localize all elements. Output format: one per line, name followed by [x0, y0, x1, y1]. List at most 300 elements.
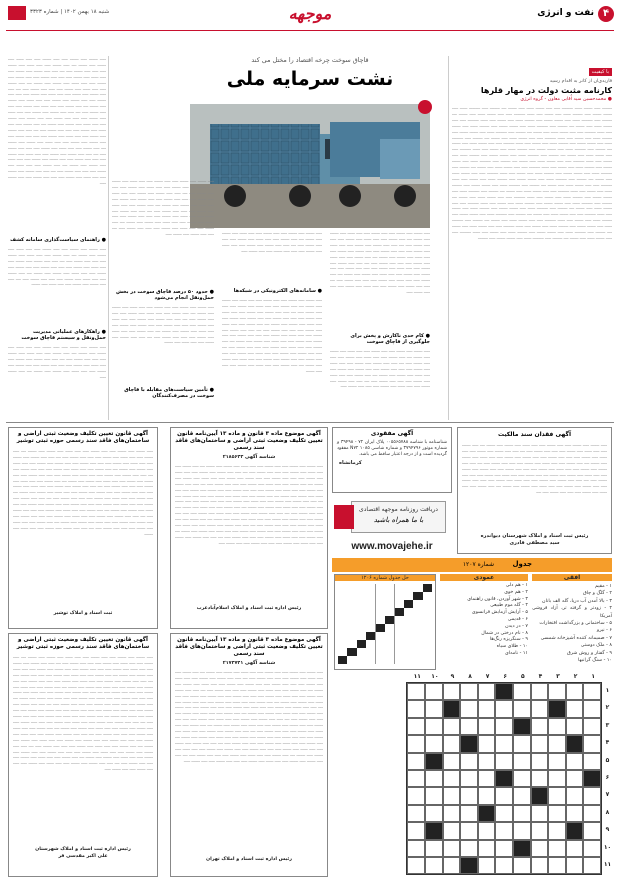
ad-lost-title: آگهی مفقودی	[370, 430, 414, 437]
ad-law-1-body: ـــــ ـــــــ ـــــ ـــــــ ـــــ ـــــ ـــــــ ـــــ ـــــ ــــــ ـــــ ـــــــ ـــــ ـــــــ ــــ ـــــ ـــــــ ـــــ ـــــ ــــــ ـــــ ـــــــ ـــــ ـــــ ـــــ ـــــــ ـــــ ــــ ـــــ ـــــ ـــــــ ـــــ ـــــــ ـــــ ـــــ ــــــ ـــــ ـــــــ ـــــ ـــــ ـــــ ـــــــ ـــــ ـــــ ـــــــ ـــــ ـــــــ ـــــ ـــــ ــــــ ـــــ ـــــــ ـــــ ـــــــ ــــ ـــــ ـــــــ ـــــ ـــــ ــــــ ـــــ ـــــــ ـــــ ـــــ ـــــ ـــــــ ـــــ ــــ ـــــ ـــــ ـــــــ ـــــ ـــــــ ـــــ ـــــ ــــــ ـــــ ـــــــ ـــــ ـــــ ـــــ ـــــــ ـــــ ـــــ ـــــــ ـــــ ـــــــ ـــــ ـــــ ــــــ ـــــ ـــــــ ـــــ ـــــــ ــــ ـــــ ـــــــ ـــــ ـــــ ــــــ ـــــ ـــــــ ـــــ ـــــ ـــــ ـــــــ ـــــ ــــ ـــــ ـــــ ـــــــ ـــــ ـــــــ ـــــ ـــــ ــــــ ـــــ ـــــــ ـــــ ـــــ ـــــ ـــــــ ـــــ ـــــ ـــــــ ـــــ ـــــــ ـــــ ـــــ ــــــ ـــــ ـــــــ ـــــ ـــــــ ــــ ـــــ ـــــــ ـــــ ـــــ ــــــ ـــــ ـــــــ ـــــ ـــــ ـــــ ـــــــ ـــــ ــــ ـــــ ـــــ ـــــــ ـــــ ـــــــ ـــــ ـــــ ــــــ ـــــ ـــــــ ـــــ ـــــ ـــــ ـــــــ ـــــ ـــــ ـــــــ ـــــ ـــــــ ـــــ ـــــ ــــــ ـــــ ـــــــ ـــــ ـــــــ ــــ ـــــ ـــــــ ـــــ ـــــ ــــــ ـــــ ـــــــ ـــــ ـــــ ـــــ ـــــــ ـــــ ــــ ـــــ ـــــ ـــــــ ـــــ ـــــــ ـــــ ـــــ ــــــ ـــــ ـــــــ ـــــ ـــــ ـــــ ـــــــ ـــــ ـــــ ـــــــ ـــــ ـــــــ ـــــ ـــــ ــــــ ـــــ ـــــــ ـــــ ـــــــ ــــ ـــــ ـــــــ ـــــ ـــــ ــــــ ـــــ ـــــــ ـــــ ـــــ ـــــ ـــــــ ـــــ ــــ ـــــ ـــــ ـــــــ ـــــ ـــــــ ـــــ ـــــ ــــــ ـــــ ـــــــ ـــــ ـــــ ـــــ ـــــــ ـــــ ـــــ ـــــــ ـــــ	[175, 463, 323, 545]
ad-tender-body: ـــــ ـــــــ ـــــ ـــــــ ـــــ ـــــ ـــــــ ـــــ ـــــ ــــــ ـــــ ـــــــ ـــــ ـــــــ ــــ ـــــ ـــــــ ـــــ ـــــ ــــــ ـــــ ـــــــ ـــــ ـــــ ـــــ ـــــــ ـــــ ــــ ـــــ ـــــ ـــــــ ـــــ ـــــــ ـــــ ـــــ ــــــ ـــــ ـــــــ ـــــ ـــــ ـــــ ـــــــ ـــــ ـــــ ـــــــ ـــــ ـــــــ ـــــ ـــــ ــــــ ـــــ ـــــــ ـــــ ـــــــ ــــ ـــــ ـــــــ ـــــ ـــــ ــــــ ـــــ ـــــــ ـــــ ـــــ ـــــ ـــــــ ـــــ ــــ ـــــ ـــــ ـــــــ ـــــ ـــــــ ـــــ ـــــ ــــــ ـــــ ـــــــ ـــــ ـــــ ـــــ ـــــــ ـــــ ـــــ ـــــــ ـــــ ـــــــ ـــــ ـــــ ــــــ ـــــ ـــــــ ـــــ ـــــــ ــــ ـــــ ـــــــ ـــــ ـــــ ــــــ ـــــ ـــــــ ـــــ ـــــ ـــــ ـــــــ ـــــ ــــ ـــــ ـــــ ـــــــ ـــــ ـــــــ ـــــ ـــــ ــــــ ـــــ ـــــــ ـــــ ـــــ ـــــ ـــــــ ـــــ ـــــ ـــــــ ـــــ ـــــــ ـــــ ـــــ ــــــ ـــــ ـــــــ ـــــ ـــــــ ــــ ـــــ ـــــــ ـــــ ـــــ ــــــ ـــــ ـــــــ ـــــ ـــــ ـــــ ـــــــ ـــــ ــــ	[462, 442, 607, 495]
kicker-badge: با کیفیت	[589, 68, 612, 76]
crossword-cell[interactable]	[407, 683, 425, 700]
crossword-col-number: ۸	[468, 673, 472, 680]
horizontal-clue: ۲ - گلگ و چاق	[582, 591, 612, 597]
prev-solution-cell	[423, 600, 432, 608]
prev-solution-cell	[357, 640, 366, 648]
crossword-blocked-cell	[513, 840, 531, 857]
crossword-blocked-cell	[583, 770, 601, 787]
crossword-blocked-cell	[478, 805, 496, 822]
masthead-logo: موجهه	[288, 4, 332, 23]
crossword-cell[interactable]	[513, 683, 531, 700]
promo-url[interactable]: www.movajehe.ir	[351, 541, 433, 552]
crossword-blocked-cell	[495, 683, 513, 700]
vertical-clue: ۵ - آرایش آزمایش فرانسوی	[471, 610, 528, 616]
crossword-cell[interactable]	[531, 700, 549, 717]
crossword-cell[interactable]	[566, 840, 584, 857]
prev-solution-cell	[413, 656, 422, 664]
prev-solution-cell	[423, 624, 432, 632]
crossword-col-number: ۲	[573, 673, 578, 680]
section-title: نفت و انرژی	[537, 8, 594, 18]
crossword-col-number: ۹	[450, 673, 455, 680]
crossword-cell[interactable]	[566, 718, 584, 735]
crossword-cell[interactable]	[495, 753, 513, 770]
vertical-clue: ۳ - شهر آوردن، قانون راهنمای	[467, 596, 528, 602]
crossword-cell[interactable]	[566, 787, 584, 804]
crossword-row-number: ۴	[605, 739, 610, 747]
crossword-cell[interactable]	[460, 770, 478, 787]
crossword-cell[interactable]	[566, 770, 584, 787]
prev-solution-cell	[404, 648, 413, 656]
prev-solution-cell	[338, 592, 347, 600]
prev-solution-cell	[366, 616, 375, 624]
prev-solution-cell	[413, 592, 422, 600]
prev-solution-cell	[357, 592, 366, 600]
prev-solution-cell	[385, 600, 394, 608]
prev-solution-cell	[423, 632, 432, 640]
news-right-column	[452, 58, 612, 418]
crossword-cell[interactable]	[495, 857, 513, 874]
lead-subhead-2: ● سامانه‌های الکترونیکی در شبکه‌ها	[233, 288, 322, 294]
crossword-cell[interactable]	[566, 700, 584, 717]
lead-col-3-text: ـــــ ـــــــ ـــــ ـــــــ ـــــ ـــــ ـــــــ ـــــ ـــــ ــــــ ـــــ ـــــــ ـــــ ـــــــ ــــ ـــــ ـــــــ ـــــ ـــــ ــــــ ـــــ ـــــــ ـــــ ـــــ ـــــ ـــــــ ـــــ ــــ ـــــ ـــــ ـــــــ ـــــ ـــــــ ـــــ ـــــ ــــــ ـــــ ـــــــ ـــــ ـــــ ـــــ ـــــــ ـــــ ـــــ ـــــــ ـــــ ـــــــ ـــــ ـــــ ــــــ ـــــ ـــــــ ـــــ ـــــــ ــــ ـــــ ـــــــ ـــــ ـــــ ــــــ ـــــ ـــــــ ـــــ ـــــ ـــــ ـــــــ ـــــ ــــ ـــــ ـــــ ـــــــ ـــــ ـــــــ ـــــ ـــــ ــــــ ـــــ ـــــــ ـــــ ـــــ ـــــ ـــــــ ـــــ ـــــ ـــــــ ـــــ ـــــــ ـــــ ـــــ ــــــ ـــــ ـــــــ ـــــ ـــــــ ــــ ـــــ ـــــــ ـــــ ـــــ ــــــ ـــــ ـــــــ ـــــ ـــــ ـــــ ـــــــ ـــــ ــــ ـــــ ـــــ ـــــــ ـــــ ـــــــ ـــــ	[112, 178, 214, 237]
crossword-cell[interactable]	[531, 735, 549, 752]
crossword-cell[interactable]	[548, 805, 566, 822]
prev-solution-cell	[347, 584, 356, 592]
crossword-cell[interactable]	[583, 805, 601, 822]
prev-solution-cell	[376, 648, 385, 656]
crossword-cell[interactable]	[583, 787, 601, 804]
crossword-cell[interactable]	[478, 683, 496, 700]
prev-solution-cell	[413, 616, 422, 624]
crossword-cell[interactable]	[513, 700, 531, 717]
prev-solution-cell	[347, 648, 356, 656]
crossword-cell[interactable]	[407, 770, 425, 787]
crossword-cell[interactable]	[407, 753, 425, 770]
ad-promo	[332, 497, 452, 554]
ad-law-1	[170, 427, 328, 629]
crossword-cell[interactable]	[548, 857, 566, 874]
prev-solution-cell	[395, 624, 404, 632]
prev-solution-cell	[423, 640, 432, 648]
prev-solution-cell	[404, 584, 413, 592]
lead-subhead-5: ● تأمین سیاست‌های مقابله با قاچاق سوخت در مصرف‌کنندگان	[124, 387, 214, 399]
promo-line2: با ما همراه باشید	[373, 516, 424, 524]
ad-law-2	[8, 427, 158, 629]
lead-title: نشت سرمایه ملی	[226, 68, 394, 90]
crossword-row-number: ۱۰	[603, 843, 612, 851]
crossword-cell[interactable]	[583, 718, 601, 735]
vertical-clue: ۴ - گله موم طبیعی	[490, 603, 528, 609]
crossword-cell[interactable]	[407, 822, 425, 839]
prev-solution-cell	[395, 600, 404, 608]
prev-solution-cell	[385, 648, 394, 656]
crossword-cell[interactable]	[443, 857, 461, 874]
prev-solution-cell	[423, 592, 432, 600]
column-rule-left	[108, 56, 109, 420]
ad-law-4-body: ـــــ ـــــــ ـــــ ـــــــ ـــــ ـــــ ـــــــ ـــــ ـــــ ــــــ ـــــ ـــــــ ـــــ ـــــــ ــــ ـــــ ـــــــ ـــــ ـــــ ــــــ ـــــ ـــــــ ـــــ ـــــ ـــــ ـــــــ ـــــ ــــ ـــــ ـــــ ـــــــ ـــــ ـــــــ ـــــ ـــــ ــــــ ـــــ ـــــــ ـــــ ـــــ ـــــ ـــــــ ـــــ ـــــ ـــــــ ـــــ ـــــــ ـــــ ـــــ ــــــ ـــــ ـــــــ ـــــ ـــــــ ــــ ـــــ ـــــــ ـــــ ـــــ ــــــ ـــــ ـــــــ ـــــ ـــــ ـــــ ـــــــ ـــــ ــــ ـــــ ـــــ ـــــــ ـــــ ـــــــ ـــــ ـــــ ــــــ ـــــ ـــــــ ـــــ ـــــ ـــــ ـــــــ ـــــ ـــــ ـــــــ ـــــ ـــــــ ـــــ ـــــ ــــــ ـــــ ـــــــ ـــــ ـــــــ ــــ ـــــ ـــــــ ـــــ ـــــ ــــــ ـــــ ـــــــ ـــــ ـــــ ـــــ ـــــــ ـــــ ــــ ـــــ ـــــ ـــــــ ـــــ ـــــــ ـــــ ـــــ ــــــ ـــــ ـــــــ ـــــ ـــــ ـــــ ـــــــ ـــــ ـــــ ـــــــ ـــــ ـــــــ ـــــ ـــــ ــــــ ـــــ ـــــــ ـــــ ـــــــ ــــ ـــــ ـــــــ ـــــ ـــــ ــــــ ـــــ ـــــــ ـــــ ـــــ ـــــ ـــــــ ـــــ ــــ ـــــ ـــــ ـــــــ ـــــ ـــــــ ـــــ ـــــ ــــــ ـــــ ـــــــ ـــــ ـــــ ـــــ ـــــــ ـــــ ـــــ ـــــــ ـــــ ـــــــ ـــــ ـــــ ــــــ ـــــ ـــــــ ـــــ ـــــــ ــــ ـــــ ـــــــ ـــــ ـــــ ــــــ ـــــ ـــــــ ـــــ ـــــ ـــــ ـــــــ ـــــ ــــ ـــــ ـــــ ـــــــ ـــــ ـــــــ ـــــ ـــــ ــــــ ـــــ ـــــــ ـــــ ـــــ ـــــ ـــــــ ـــــ ـــــ ـــــــ ـــــ ـــــــ ـــــ ـــــ ــــــ ـــــ ـــــــ ـــــ ـــــــ ــــ ـــــ ـــــــ ـــــ ـــــ ــــــ ـــــ ـــــــ ـــــ ـــــ ـــــ ـــــــ ـــــ ــــ ـــــ ـــــ ـــــــ ـــــ ـــــــ ـــــ ـــــ ــــــ ـــــ ـــــــ ـــــ ـــــ ـــــ ـــــــ ـــــ ـــــ ـــــــ ـــــ ـــــــ ـــــ ـــــ ــــــ ـــــ ـــــــ ـــــ ـــــــ ــــ ـــــ ـــــــ ـــــ ـــــ ــــــ ـــــ ـــــــ ـــــ ـــــ ـــــ ـــــــ ـــــ ــــ ـــــ ـــــ ـــــــ ـــــ ـــــــ ـــــ ـــــ ــــــ ـــــ ـــــــ ـــــ ـــــ ـــــ ـــــــ ـــــ ـــــ ـــــــ ـــــ ـــــــ ـــــ ـــــ ــــــ ـــــ ـــــــ ـــــ ـــــــ ــــ ـــــ ـــــــ ـــــ ـــــ ــــــ ـــــ ـــــــ ـــــ ـــــ ـــــ ـــــــ ـــــ ــــ ـــــ ـــــ ـــــــ ـــــ ـــــــ ـــــ ـــــ ــــــ ـــــ ـــــــ ـــــ ـــــ ـــــ ـــــــ ـــــ ـــــ ـــــــ ـــــ	[13, 654, 153, 772]
lead-kicker: قاچاق سوخت چرخه اقتصاد را مختل می کند	[251, 56, 369, 64]
crossword-cell[interactable]	[460, 822, 478, 839]
crossword-blocked-cell	[425, 822, 443, 839]
lead-col-1-text-b: ـــــ ـــــــ ـــــ ـــــــ ـــــ ـــــ ـــــــ ـــــ ـــــ ــــــ ـــــ ـــــــ ـــــ ـــــــ ــــ ـــــ ـــــــ ـــــ ـــــ ــــــ ـــــ ـــــــ ـــــ ـــــ ـــــ ـــــــ ـــــ ــــ ـــــ ـــــ ـــــــ ـــــ ـــــــ ـــــ ـــــ ــــــ ـــــ ـــــــ ـــــ ـــــ ـــــ ـــــــ ـــــ ـــــ ـــــــ ـــــ ـــــــ ـــــ ـــــ ــــــ ـــــ ـــــــ ـــــ ـــــــ ــــ ـــــ ـــــــ ـــــ ـــــ ــــــ ـــــ ـــــــ ـــــ ـــــ ـــــ ـــــــ ـــــ ــــ ـــــ ـــــ ـــــــ ـــــ ـــــــ ـــــ ـــــ ــــــ ـــــ ـــــــ ـــــ ـــــ ـــــ ـــــــ ـــــ	[330, 348, 430, 389]
crossword-cell[interactable]	[566, 753, 584, 770]
ad-law-2-title: آگهی قانون تعیین تکلیف وضعیت ثبتی اراضی و ساختمان‌های فاقد سند رسمی حوزه ثبتی توشیر	[16, 431, 150, 444]
crossword-cell[interactable]	[513, 770, 531, 787]
prev-solution-cell	[376, 600, 385, 608]
prev-solution-cell	[357, 632, 366, 640]
crossword-cell[interactable]	[478, 753, 496, 770]
crossword-cell[interactable]	[513, 857, 531, 874]
left-column	[8, 56, 106, 420]
crossword-row-number: ۹	[605, 826, 610, 834]
prev-solution-cell	[366, 600, 375, 608]
crossword-cell[interactable]	[407, 787, 425, 804]
crossword-cell[interactable]	[531, 857, 549, 874]
crossword-cell[interactable]	[583, 683, 601, 700]
ad-law-2-sig: ثبت اسناد و املاک توشیر	[53, 611, 113, 616]
promo-icon	[334, 505, 354, 529]
crossword-cell[interactable]	[425, 857, 443, 874]
crossword-cell[interactable]	[513, 735, 531, 752]
prev-solution-cell	[357, 584, 366, 592]
crossword-cell[interactable]	[566, 857, 584, 874]
masthead-icon	[8, 6, 26, 20]
crossword-cell[interactable]	[583, 735, 601, 752]
crossword-blocked-cell	[513, 718, 531, 735]
crossword-cell[interactable]	[425, 683, 443, 700]
crossword-cell[interactable]	[548, 840, 566, 857]
crossword-cell[interactable]	[531, 770, 549, 787]
crossword-row-number: ۸	[605, 808, 610, 816]
prev-solution-cell	[395, 648, 404, 656]
crossword-cell[interactable]	[478, 787, 496, 804]
prev-solution-cell	[413, 632, 422, 640]
prev-solution-cell	[338, 584, 347, 592]
prev-solution-cell	[338, 648, 347, 656]
crossword-cell[interactable]	[460, 805, 478, 822]
prev-solution-cell	[366, 640, 375, 648]
crossword-cell[interactable]	[443, 753, 461, 770]
lead-col-2	[222, 230, 322, 420]
ad-tender	[457, 427, 612, 554]
vertical-clue: ۸ - نام درختی در شمال	[481, 630, 528, 636]
crossword-cell[interactable]	[443, 822, 461, 839]
vertical-title: عمودی	[440, 574, 528, 581]
ad-tender-title: آگهی فقدان سند مالکیت	[497, 431, 572, 438]
crossword-cell[interactable]	[531, 805, 549, 822]
crossword-cell[interactable]	[583, 840, 601, 857]
crossword-cell[interactable]	[566, 805, 584, 822]
left-col-text-c: ـــــ ـــــــ ـــــ ـــــــ ـــــ ـــــ ـــــــ ـــــ ـــــ ــــــ ـــــ ـــــــ ـــــ ـــــــ ــــ ـــــ ـــــــ ـــــ ـــــ ــــــ ـــــ ـــــــ ـــــ ـــــ ـــــ ـــــــ ـــــ ــــ ـــــ ـــــ ـــــــ ـــــ ـــــــ ـــــ ـــــ ــــــ ـــــ ـــــــ ـــــ ـــــ ـــــ ـــــــ ـــــ ـــــ ـــــــ ـــــ ـــــــ ـــــ ـــــ ــــــ ـــــ ـــــــ ـــــ ـــــــ ــــ ـــــ ـــــــ ـــــ	[8, 344, 106, 379]
crossword-cell[interactable]	[407, 718, 425, 735]
prev-solution-cell	[404, 608, 413, 616]
prev-solution-cell	[423, 608, 432, 616]
horizontal-clue: ۳ - بالا آمدن آب دریا، گله الف بانان	[542, 598, 612, 604]
prev-solution-cell	[395, 584, 404, 592]
lead-col-1	[330, 230, 430, 420]
ad-tender-sign: رئیس ثبت اسناد و املاک شهرستان دیواندره سید مصطفی قادری	[480, 533, 589, 546]
prev-solution	[334, 574, 436, 670]
crossword-cell[interactable]	[548, 787, 566, 804]
crossword-cell[interactable]	[460, 787, 478, 804]
crossword-row-number: ۵	[605, 756, 610, 764]
crossword-cell[interactable]	[548, 683, 566, 700]
crossword-row-number: ۱۱	[603, 860, 612, 868]
ad-law-3-sig: رئیس اداره ثبت اسناد و املاک تهران	[206, 857, 292, 862]
vertical-clue: ۱۰ - طلای سیاه	[496, 644, 528, 650]
crossword-cell[interactable]	[531, 840, 549, 857]
news-subtitle: فاریدی‌ان از کانر به اقدام رسید	[549, 79, 612, 84]
crossword-cell[interactable]	[425, 718, 443, 735]
prev-solution-cell	[404, 656, 413, 664]
ad-law-1-sig: رئیس اداره ثبت اسناد و املاک اسلام‌آبادغرب	[196, 606, 302, 611]
crossword-cell[interactable]	[548, 822, 566, 839]
crossword-blocked-cell	[531, 787, 549, 804]
crossword-cell[interactable]	[443, 787, 461, 804]
crossword-cell[interactable]	[478, 735, 496, 752]
prev-solution-grid	[338, 584, 432, 664]
crossword-cell[interactable]	[460, 840, 478, 857]
left-col-text-b: ـــــ ـــــــ ـــــ ـــــــ ـــــ ـــــ ـــــــ ـــــ ـــــ ــــــ ـــــ ـــــــ ـــــ ـــــــ ــــ ـــــ ـــــــ ـــــ ـــــ ــــــ ـــــ ـــــــ ـــــ ـــــ ـــــ ـــــــ ـــــ ــــ ـــــ ـــــ ـــــــ ـــــ ـــــــ ـــــ ـــــ ــــــ ـــــ ـــــــ ـــــ ـــــ ـــــ ـــــــ ـــــ ـــــ ـــــــ ـــــ ـــــــ ـــــ ـــــ ــــــ ـــــ ـــــــ ـــــ ـــــــ ــــ ـــــ ـــــــ ـــــ ـــــ ــــــ ـــــ ـــــــ ـــــ ـــــ ـــــ ـــــــ ـــــ ــــ ـــــ ـــــ ـــــــ ـــــ ـــــــ ـــــ ـــــ ــــــ ـــــ ـــــــ	[8, 246, 106, 287]
prev-solution-cell	[423, 656, 432, 664]
prev-solution-cell	[395, 632, 404, 640]
prev-solution-cell	[357, 616, 366, 624]
crossword-row-number: ۷	[605, 791, 610, 799]
prev-solution-cell	[376, 640, 385, 648]
news-byline: ● محمدحسین سید آقایی معاون - گروه انرژی	[520, 97, 612, 102]
horizontal-clues	[532, 574, 612, 670]
crossword-cell[interactable]	[495, 805, 513, 822]
crossword-cell[interactable]	[548, 718, 566, 735]
crossword-cell[interactable]	[443, 770, 461, 787]
crossword-cell[interactable]	[443, 735, 461, 752]
ad-law-2-body: ـــــ ـــــــ ـــــ ـــــــ ـــــ ـــــ ـــــــ ـــــ ـــــ ــــــ ـــــ ـــــــ ـــــ ـــــــ ــــ ـــــ ـــــــ ـــــ ـــــ ــــــ ـــــ ـــــــ ـــــ ـــــ ـــــ ـــــــ ـــــ ــــ ـــــ ـــــ ـــــــ ـــــ ـــــــ ـــــ ـــــ ــــــ ـــــ ـــــــ ـــــ ـــــ ـــــ ـــــــ ـــــ ـــــ ـــــــ ـــــ ـــــــ ـــــ ـــــ ــــــ ـــــ ـــــــ ـــــ ـــــــ ــــ ـــــ ـــــــ ـــــ ـــــ ــــــ ـــــ ـــــــ ـــــ ـــــ ـــــ ـــــــ ـــــ ــــ ـــــ ـــــ ـــــــ ـــــ ـــــــ ـــــ ـــــ ــــــ ـــــ ـــــــ ـــــ ـــــ ـــــ ـــــــ ـــــ ـــــ ـــــــ ـــــ ـــــــ ـــــ ـــــ ــــــ ـــــ ـــــــ ـــــ ـــــــ ــــ ـــــ ـــــــ ـــــ ـــــ ــــــ ـــــ ـــــــ ـــــ ـــــ ـــــ ـــــــ ـــــ ــــ ـــــ ـــــ ـــــــ ـــــ ـــــــ ـــــ ـــــ ــــــ ـــــ ـــــــ ـــــ ـــــ ـــــ ـــــــ ـــــ ـــــ ـــــــ ـــــ ـــــــ ـــــ ـــــ ــــــ ـــــ ـــــــ ـــــ ـــــــ ــــ ـــــ ـــــــ ـــــ ـــــ ــــــ ـــــ ـــــــ ـــــ ـــــ ـــــ ـــــــ ـــــ ــــ ـــــ ـــــ ـــــــ ـــــ ـــــــ ـــــ ـــــ ــــــ ـــــ ـــــــ ـــــ ـــــ ـــــ ـــــــ ـــــ ـــــ ـــــــ ـــــ ـــــــ ـــــ ـــــ ــــــ ـــــ ـــــــ ـــــ ـــــــ ــــ ـــــ ـــــــ ـــــ ـــــ ــــــ ـــــ ـــــــ ـــــ ـــــ ـــــ ـــــــ ـــــ ــــ ـــــ ـــــ ـــــــ ـــــ ـــــــ ـــــ ـــــ ــــــ ـــــ ـــــــ ـــــ ـــــ ـــــ ـــــــ ـــــ ـــــ ـــــــ ـــــ ـــــــ ـــــ ـــــ ــــــ ـــــ ـــــــ ـــــ ـــــــ ــــ ـــــ ـــــــ ـــــ ـــــ ــــــ ـــــ ـــــــ ـــــ ـــــ ـــــ ـــــــ ـــــ ــــ ـــــ ـــــ ـــــــ ـــــ ـــــــ ـــــ ـــــ ــــــ ـــــ ـــــــ	[13, 448, 153, 536]
crossword-cell[interactable]	[425, 787, 443, 804]
crossword-cell[interactable]	[425, 770, 443, 787]
crossword-grid[interactable]	[406, 682, 602, 875]
prev-solution-cell	[413, 640, 422, 648]
ad-lost-place: کرمانشاه	[339, 460, 362, 467]
ad-lost	[332, 427, 452, 493]
crossword-cell[interactable]	[425, 805, 443, 822]
crossword-row-number: ۶	[605, 773, 610, 781]
crossword-blocked-cell	[495, 770, 513, 787]
prev-solution-cell	[366, 592, 375, 600]
prev-solution-cell	[413, 624, 422, 632]
ad-law-4-title: آگهی قانون تعیین تکلیف وضعیت ثبتی اراضی و ساختمان‌های فاقد سند رسمی حوزه ثبتی توشیر	[16, 637, 150, 650]
vertical-clue: ۷ - در دیدن	[505, 623, 528, 629]
prev-solution-cell	[385, 584, 394, 592]
horizontal-clue: ۱ - مقیم	[595, 584, 612, 589]
crossword-header	[332, 558, 612, 572]
crossword-cell[interactable]	[495, 822, 513, 839]
prev-solution-cell	[357, 656, 366, 664]
prev-solution-cell	[376, 656, 385, 664]
date-issue: شنبه ۱۸ بهمن ۱۴۰۲ | شماره ۳۳۲۳	[30, 9, 110, 15]
prev-solution-cell	[366, 584, 375, 592]
prev-solution-cell	[395, 592, 404, 600]
crossword-blocked-cell	[425, 753, 443, 770]
page-number: ۴	[598, 6, 614, 22]
crossword-cell[interactable]	[460, 700, 478, 717]
crossword-cell[interactable]	[407, 805, 425, 822]
crossword-cell[interactable]	[478, 700, 496, 717]
prev-solution-cell	[413, 600, 422, 608]
promo-frame	[351, 501, 446, 533]
lead-photo	[190, 104, 430, 228]
crossword-blocked-cell	[443, 700, 461, 717]
crossword-cell[interactable]	[583, 700, 601, 717]
horizontal-clue: ۷ - صمیمانه کننده آشپزخانه شمسی	[540, 635, 612, 641]
crossword-cell[interactable]	[513, 753, 531, 770]
prev-solution-cell	[385, 608, 394, 616]
crossword-cell[interactable]	[531, 683, 549, 700]
column-rule	[448, 56, 449, 420]
crossword-cell[interactable]	[583, 857, 601, 874]
crossword-row-number: ۳	[605, 721, 610, 729]
prev-solution-cell	[357, 608, 366, 616]
crossword-cell[interactable]	[513, 805, 531, 822]
horizontal-clue: ۶ - نیرو	[596, 628, 612, 634]
crossword-cell[interactable]	[478, 840, 496, 857]
ad-law-4-sig: رئیس اداره ثبت اسناد و املاک شهرستان علی اکبر مقدسی فر	[35, 847, 131, 859]
vertical-clue: ۹ - سنگریزه رنگ‌ها	[489, 637, 528, 643]
prev-solution-cell	[395, 616, 404, 624]
prev-solution-cell	[338, 640, 347, 648]
crossword-row-numbers	[603, 682, 612, 874]
crossword-blocked-cell	[460, 735, 478, 752]
left-col-text: ـــــ ـــــــ ـــــ ـــــــ ـــــ ـــــ ـــــــ ـــــ ـــــ ــــــ ـــــ ـــــــ ـــــ ـــــــ ــــ ـــــ ـــــــ ـــــ ـــــ ــــــ ـــــ ـــــــ ـــــ ـــــ ـــــ ـــــــ ـــــ ــــ ـــــ ـــــ ـــــــ ـــــ ـــــــ ـــــ ـــــ ــــــ ـــــ ـــــــ ـــــ ـــــ ـــــ ـــــــ ـــــ ـــــ ـــــــ ـــــ ـــــــ ـــــ ـــــ ــــــ ـــــ ـــــــ ـــــ ـــــــ ــــ ـــــ ـــــــ ـــــ ـــــ ــــــ ـــــ ـــــــ ـــــ ـــــ ـــــ ـــــــ ـــــ ــــ ـــــ ـــــ ـــــــ ـــــ ـــــــ ـــــ ـــــ ــــــ ـــــ ـــــــ ـــــ ـــــ ـــــ ـــــــ ـــــ ـــــ ـــــــ ـــــ ـــــــ ـــــ ـــــ ــــــ ـــــ ـــــــ ـــــ ـــــــ ــــ ـــــ ـــــــ ـــــ ـــــ ــــــ ـــــ ـــــــ ـــــ ـــــ ـــــ ـــــــ ـــــ ــــ ـــــ ـــــ ـــــــ ـــــ ـــــــ ـــــ ـــــ ــــــ ـــــ ـــــــ ـــــ ـــــ ـــــ ـــــــ ـــــ ـــــ ـــــــ ـــــ ـــــــ ـــــ ـــــ ــــــ ـــــ ـــــــ ـــــ ـــــــ ــــ ـــــ ـــــــ ـــــ ـــــ ــــــ ـــــ ـــــــ ـــــ ـــــ ـــــ ـــــــ ـــــ ــــ ـــــ ـــــ ـــــــ ـــــ ـــــــ ـــــ ـــــ ــــــ ـــــ ـــــــ ـــــ ـــــ ـــــ ـــــــ ـــــ ـــــ ـــــــ ـــــ ـــــــ ـــــ ـــــ ــــــ ـــــ ـــــــ ـــــ ـــــــ ــــ ـــــ ـــــــ ـــــ ـــــ ــــــ ـــــ ـــــــ ـــــ ـــــ ـــــ ـــــــ ـــــ ــــ ـــــ ـــــ ـــــــ ـــــ ـــــــ ـــــ ـــــ ــــــ ـــــ ـــــــ ـــــ ـــــ ـــــ ـــــــ ـــــ ـــــ ـــــــ ـــــ ـــــــ ـــــ ـــــ ــــــ ـــــ ـــــــ ـــــ ـــــــ ــــ ـــــ ـــــــ ـــــ ـــــ ــــــ ـــــ ـــــــ ـــــ ـــــ ـــــ ـــــــ ـــــ ــــ ـــــ ـــــ ـــــــ ـــــ ـــــــ ـــــ ـــــ ــــــ ـــــ ـــــــ ـــــ ـــــ ـــــ ـــــــ ـــــ ـــــ ـــــــ ـــــ	[8, 56, 106, 186]
crossword-cell[interactable]	[460, 718, 478, 735]
crossword-cell[interactable]	[460, 753, 478, 770]
crossword-cell[interactable]	[531, 753, 549, 770]
crossword-cell[interactable]	[495, 718, 513, 735]
prev-solution-cell	[404, 600, 413, 608]
crossword-cell[interactable]	[583, 822, 601, 839]
crossword-cell[interactable]	[478, 718, 496, 735]
horizontal-clue: ۱۰ - سنگ گرانبها	[578, 658, 612, 664]
ad-law-3-title: آگهی موضوع ماده ۳ قانون و ماده ۱۳ آیین‌نامه قانون تعیین تکلیف وضعیت ثبتی اراضی و ساختمان‌های فاقد سند رسمی	[175, 637, 323, 657]
crossword-cell[interactable]	[478, 822, 496, 839]
ad-law-3-body: ـــــ ـــــــ ـــــ ـــــــ ـــــ ـــــ ـــــــ ـــــ ـــــ ــــــ ـــــ ـــــــ ـــــ ـــــــ ــــ ـــــ ـــــــ ـــــ ـــــ ــــــ ـــــ ـــــــ ـــــ ـــــ ـــــ ـــــــ ـــــ ــــ ـــــ ـــــ ـــــــ ـــــ ـــــــ ـــــ ـــــ ــــــ ـــــ ـــــــ ـــــ ـــــ ـــــ ـــــــ ـــــ ـــــ ـــــــ ـــــ ـــــــ ـــــ ـــــ ــــــ ـــــ ـــــــ ـــــ ـــــــ ــــ ـــــ ـــــــ ـــــ ـــــ ــــــ ـــــ ـــــــ ـــــ ـــــ ـــــ ـــــــ ـــــ ــــ ـــــ ـــــ ـــــــ ـــــ ـــــــ ـــــ ـــــ ــــــ ـــــ ـــــــ ـــــ ـــــ ـــــ ـــــــ ـــــ ـــــ ـــــــ ـــــ ـــــــ ـــــ ـــــ ــــــ ـــــ ـــــــ ـــــ ـــــــ ــــ ـــــ ـــــــ ـــــ ـــــ ــــــ ـــــ ـــــــ ـــــ ـــــ ـــــ ـــــــ ـــــ ــــ ـــــ ـــــ ـــــــ ـــــ ـــــــ ـــــ ـــــ ــــــ ـــــ ـــــــ ـــــ ـــــ ـــــ ـــــــ ـــــ ـــــ ـــــــ ـــــ ـــــــ ـــــ ـــــ ــــــ ـــــ ـــــــ ـــــ ـــــــ ــــ ـــــ ـــــــ ـــــ ـــــ ــــــ ـــــ ـــــــ ـــــ ـــــ ـــــ ـــــــ ـــــ ــــ ـــــ ـــــ ـــــــ ـــــ ـــــــ ـــــ ـــــ ــــــ ـــــ ـــــــ ـــــ ـــــ ـــــ ـــــــ ـــــ ـــــ ـــــــ ـــــ ـــــــ ـــــ ـــــ ــــــ ـــــ ـــــــ ـــــ ـــــــ ــــ ـــــ ـــــــ ـــــ ـــــ ــــــ ـــــ ـــــــ ـــــ ـــــ ـــــ ـــــــ ـــــ ــــ ـــــ ـــــ ـــــــ ـــــ ـــــــ ـــــ ـــــ ــــــ ـــــ ـــــــ ـــــ ـــــ ـــــ ـــــــ ـــــ ـــــ ـــــــ ـــــ ـــــــ ـــــ ـــــ ــــــ ـــــ ـــــــ ـــــ ـــــــ ــــ ـــــ ـــــــ ـــــ ـــــ ــــــ ـــــ ـــــــ ـــــ ـــــ ـــــ ـــــــ ـــــ ــــ ـــــ ـــــ ـــــــ ـــــ ـــــــ ـــــ ـــــ ــــــ ـــــ ـــــــ ـــــ ـــــ ـــــ ـــــــ ـــــ ـــــ ـــــــ ـــــ ـــــــ ـــــ ـــــ ــــــ ـــــ ـــــــ ـــــ ـــــــ ــــ ـــــ ـــــــ ـــــ ـــــ ــــــ ـــــ ـــــــ ـــــ ـــــ ـــــ ـــــــ ـــــ ــــ ـــــ ـــــ ـــــــ ـــــ ـــــــ ـــــ ـــــ ــــــ ـــــ ـــــــ ـــــ ـــــ ـــــ ـــــــ ـــــ ـــــ ـــــــ ـــــ	[175, 669, 323, 763]
lead-col-3	[112, 178, 214, 420]
vertical-clues	[440, 574, 528, 670]
lead-col-1-text: ـــــ ـــــــ ـــــ ـــــــ ـــــ ـــــ ـــــــ ـــــ ـــــ ــــــ ـــــ ـــــــ ـــــ ـــــــ ــــ ـــــ ـــــــ ـــــ ـــــ ــــــ ـــــ ـــــــ ـــــ ـــــ ـــــ ـــــــ ـــــ ــــ ـــــ ـــــ ـــــــ ـــــ ـــــــ ـــــ ـــــ ــــــ ـــــ ـــــــ ـــــ ـــــ ـــــ ـــــــ ـــــ ـــــ ـــــــ ـــــ ـــــــ ـــــ ـــــ ــــــ ـــــ ـــــــ ـــــ ـــــــ ــــ ـــــ ـــــــ ـــــ ـــــ ــــــ ـــــ ـــــــ ـــــ ـــــ ـــــ ـــــــ ـــــ ــــ ـــــ ـــــ ـــــــ ـــــ ـــــــ ـــــ ـــــ ــــــ ـــــ ـــــــ ـــــ ـــــ ـــــ ـــــــ ـــــ ـــــ ـــــــ ـــــ ـــــــ ـــــ ـــــ ــــــ ـــــ ـــــــ ـــــ ـــــــ ــــ ـــــ ـــــــ ـــــ ـــــ ــــــ ـــــ ـــــــ ـــــ ـــــ ـــــ ـــــــ ـــــ ــــ ـــــ ـــــ ـــــــ ـــــ ـــــــ ـــــ ـــــ ــــــ ـــــ ـــــــ ـــــ ـــــ ـــــ ـــــــ ـــــ	[330, 230, 430, 295]
prev-solution-cell	[413, 608, 422, 616]
crossword-cell[interactable]	[513, 822, 531, 839]
crossword-cell[interactable]	[407, 857, 425, 874]
crossword-col-number: ۱۱	[413, 673, 421, 680]
crossword-cell[interactable]	[531, 822, 549, 839]
horizontal-title: افقی	[532, 574, 612, 581]
prev-solution-cell	[376, 616, 385, 624]
prev-solution-cell	[366, 632, 375, 640]
prev-solution-cell	[385, 624, 394, 632]
ad-law-1-code: شناسه آگهی ۲۱۸۵۶۴۳	[222, 455, 276, 460]
news-body: ــــــــ ـــــ ـــــــ ــــــ ـــــــــ ـــــ ـــــ ـــــــ ــــــ ـــــ ـــــــ ــــ ــــــــ ـــــ ـــــــــ ــــــ ـــــ ـــــــ ـــــــ ـــــ ــــــــ ــــــ ـــــ ـــــــ ـــــ ــــــ ـــــــــ ـــــ ـــــ ـــــــ ــــــ ـــــ ـــــــ ــــ ــــــــ ـــــ ـــــــــ ــــــ ـــــ ـــــــ ـــــــ ـــــ ــــــــ ــــــ ـــــ ـــــــ ـــــ ــــــ ـــــــــ ـــــ ـــــ ـــــــ ــــــ ـــــ ـــــــ ــــ ــــــــ ـــــ ـــــــــ ــــــ ـــــ ـــــــ ـــــــ ـــــ ــــــــ ــــــ ـــــ ـــــــ ـــــ ــــــ ـــــــــ ـــــ ـــــ ـــــــ ــــــ ـــــ ـــــــ ــــ ــــــــ ـــــ ـــــــــ ــــــ ـــــ ـــــــ ـــــــ ـــــ ــــــــ ــــــ ـــــ ـــــــ ـــــ ــــــ ـــــــــ ـــــ ـــــ ـــــــ ــــــ ـــــ ـــــــ ــــ ــــــــ ـــــ ـــــــــ ــــــ ـــــ ـــــــ ـــــــ ـــــ ــــــــ ــــــ ـــــ ـــــــ ـــــ ــــــ ـــــــــ ـــــ ـــــ ـــــــ ــــــ ـــــ ـــــــ ــــ ــــــــ ـــــ ـــــــــ ــــــ ـــــ ـــــــ ـــــــ ـــــ ــــــــ ــــــ ـــــ ـــــــ ـــــ ــــــ ـــــــــ ـــــ ـــــ ـــــــ ــــــ ـــــ ـــــــ ــــ ــــــــ ـــــ ـــــــــ ــــــ ـــــ ـــــــ ـــــــ ـــــ ــــــــ ــــــ ـــــ ـــــــ ـــــ ــــــ ـــــــــ ـــــ ـــــ ـــــــ ــــــ ـــــ ـــــــ ــــ ــــــــ ـــــ ـــــــــ ــــــ ـــــ ـــــــ ـــــــ ـــــ ــــــــ ــــــ ـــــ ـــــــ ـــــ ــــــ ـــــــــ ـــــ ـــــ ـــــــ ــــــ ـــــ ـــــــ ــــ ــــــــ ـــــ ـــــــــ ــــــ ـــــ ـــــــ ـــــــ ـــــ ــــــــ ــــــ ـــــ ـــــــ ـــــ ــــــ ـــــــــ ـــــ ـــــ ـــــــ ــــــ ـــــ ـــــــ ــــ ــــــــ ـــــ ـــــــــ ــــــ ـــــ ـــــــ ـــــــ ـــــ ــــــــ ــــــ ـــــ ـــــــ ـــــ ــــــ ـــــــــ ـــــ ـــــ ـــــــ ــــــ ـــــ ـــــــ ــــ ــــــــ ـــــ ـــــــــ ــــــ ـــــ ـــــــ ـــــــ ـــــ ــــــــ ــــــ ـــــ ـــــــ ـــــ ــــــ ـــــــــ ـــــ ـــــ ـــــــ ــــــ ـــــ ـــــــ ــــ ــــــــ ـــــ ـــــــــ ــــــ ـــــ ـــــــ ـــــــ ـــــ ــــــــ ــــــ ـــــ ـــــــ ـــــ ــــــ ـــــــــ ـــــ ـــــ ـــــــ ــــــ ـــــ ـــــــ ــــ ــــــــ ـــــ ـــــــــ ــــــ ـــــ ـــــــ ـــــــ ـــــ ــــــــ ــــــ ـــــ ـــــــ ـــــ ــــــ ـــــــــ ـــــ ـــــ ـــــــ ــــــ ـــــ ـــــــ ــــ ــــــــ ـــــ ـــــــــ ــــــ ـــــ ـــــــ ـــــــ ـــــ ــــــــ ــــــ ـــــ ـــــــ ـــــ ــــــ ـــــــــ ـــــ ـــــ ـــــــ ــــــ ـــــ ـــــــ ــــ ــــــــ ـــــ ـــــــــ ــــــ ـــــ ـــــــ ـــــــ ـــــ ــــــــ ــــــ ـــــ ـــــــ ـــــ ــــــ ـــــــــ ـــــ ـــــ ـــــــ ــــــ ـــــ ـــــــ ــــ ــــــــ ـــــ ـــــــــ ــــــ ـــــ ـــــــ ـــــــ ـــــ ــــــــ ــــــ ـــــ ـــــــ ـــــ ــــــ ـــــــــ ـــــ ـــــ ـــــــ ــــــ ـــــ ـــــــ ــــ ــــــــ ـــــ ـــــــــ ــــــ ـــــ ـــــــ ـــــــ ـــــ ــــــــ ــــــ ـــــ ـــــــ ـــــ ــــــ ـــــــــ ـــــ ـــــ ـــــــ ــــــ ـــــ ـــــــ ــــ ــــــــ ـــــ ـــــــــ ــــــ ـــــ ـــــــ ـــــــ ـــــ ــــــــ	[452, 105, 612, 240]
crossword-cell[interactable]	[495, 787, 513, 804]
crossword-cell[interactable]	[407, 735, 425, 752]
prev-solution-cell	[366, 624, 375, 632]
crossword-cell[interactable]	[495, 700, 513, 717]
crossword-cell[interactable]	[548, 753, 566, 770]
crossword-col-number: ۶	[503, 673, 508, 680]
ad-law-1-title: آگهی موضوع ماده ۳ قانون و ماده ۱۳ آیین‌نامه قانون تعیین تکلیف وضعیت ثبتی اراضی و ساختمان‌های فاقد سند رسمی	[175, 431, 323, 451]
crossword-cell[interactable]	[548, 735, 566, 752]
header-rule	[6, 30, 614, 31]
crossword-cell[interactable]	[460, 683, 478, 700]
prev-solution-cell	[423, 616, 432, 624]
crossword-cell[interactable]	[407, 840, 425, 857]
crossword-col-number: ۳	[556, 673, 560, 680]
lead-col-2-text-b: ـــــ ـــــــ ـــــ ـــــــ ـــــ ـــــ ـــــــ ـــــ ـــــ ــــــ ـــــ ـــــــ ـــــ ـــــــ ــــ ـــــ ـــــــ ـــــ ـــــ ــــــ ـــــ ـــــــ ـــــ ـــــ ـــــ ـــــــ ـــــ ــــ ـــــ ـــــ ـــــــ ـــــ ـــــــ ـــــ ـــــ ــــــ ـــــ ـــــــ ـــــ ـــــ ـــــ ـــــــ ـــــ ـــــ ـــــــ ـــــ ـــــــ ـــــ ـــــ ــــــ ـــــ ـــــــ ـــــ ـــــــ ــــ ـــــ ـــــــ ـــــ ـــــ ــــــ ـــــ ـــــــ ـــــ ـــــ ـــــ ـــــــ ـــــ ــــ ـــــ ـــــ ـــــــ ـــــ ـــــــ ـــــ ـــــ ــــــ ـــــ ـــــــ ـــــ ـــــ ـــــ ـــــــ ـــــ ـــــ ـــــــ ـــــ ـــــــ ـــــ ـــــ ــــــ ـــــ ـــــــ ـــــ ـــــــ ــــ ـــــ ـــــــ ـــــ ـــــ ــــــ ـــــ ـــــــ ـــــ ـــــ ـــــ ـــــــ ـــــ ــــ ـــــ ـــــ ـــــــ ـــــ ـــــــ ـــــ ـــــ ــــــ ـــــ ـــــــ ـــــ ـــــ ـــــ ـــــــ ـــــ ـــــ ـــــــ ـــــ ـــــــ ـــــ ـــــ ــــــ ـــــ ـــــــ ـــــ ـــــــ ــــ ـــــ ـــــــ ـــــ ـــــ ــــــ ـــــ ـــــــ ـــــ ـــــ ـــــ ـــــــ	[222, 297, 322, 373]
crossword-cell[interactable]	[531, 718, 549, 735]
crossword-cell[interactable]	[443, 805, 461, 822]
prev-solution-cell	[385, 656, 394, 664]
prev-solution-cell	[366, 608, 375, 616]
prev-solution-cell	[376, 632, 385, 640]
crossword-cell[interactable]	[425, 840, 443, 857]
truck-illustration	[190, 104, 430, 228]
crossword-col-number: ۵	[520, 673, 525, 680]
vertical-clue: ۶ - قدیمی	[507, 616, 528, 622]
crossword-cell[interactable]	[443, 683, 461, 700]
crossword-cell[interactable]	[443, 718, 461, 735]
crossword-cell[interactable]	[566, 683, 584, 700]
crossword-blocked-cell	[460, 857, 478, 874]
ad-lost-body: شناسنامه با شناسه ۰۰۵۵۶۵۷۸۸ پلاک ایران ۷۲ - ۳۹۴۹۸ و شماره موتور ۳۷۹۴۷۹۶ و شماره شاسی ۱۰۸۵ N۷۲ مفقود گردیده است و از درجه اعتبار ساقط می باشد.	[337, 440, 448, 458]
prev-solution-cell	[338, 632, 347, 640]
prev-solution-title: حل جدول شماره ۱۲۰۶	[335, 575, 435, 581]
crossword-col-number: ۴	[538, 673, 543, 680]
crossword-cell[interactable]	[583, 753, 601, 770]
prev-solution-cell	[347, 608, 356, 616]
prev-solution-cell	[338, 616, 347, 624]
ad-law-3	[170, 633, 328, 877]
prev-solution-cell	[366, 648, 375, 656]
lead-subhead-3: ● حدود ۵۰ درصد قاچاق سوخت در بخش حمل‌ونقل انجام می‌شود	[115, 289, 214, 301]
crossword-cell[interactable]	[425, 735, 443, 752]
prev-solution-cell	[423, 648, 432, 656]
prev-solution-cell	[395, 656, 404, 664]
crossword-cell[interactable]	[548, 770, 566, 787]
crossword-cell[interactable]	[513, 787, 531, 804]
crossword-cell[interactable]	[495, 735, 513, 752]
crossword-cell[interactable]	[478, 770, 496, 787]
vertical-clue-list	[440, 583, 528, 658]
ad-law-3-code: شناسه آگهی ۲۱۷۴۷۴۱	[222, 661, 276, 666]
crossword-cell[interactable]	[407, 700, 425, 717]
crossword-cell[interactable]	[495, 840, 513, 857]
lead-col-2-text: ـــــ ـــــــ ـــــ ـــــــ ـــــ ـــــ ـــــــ ـــــ ـــــ ــــــ ـــــ ـــــــ ـــــ ـــــــ ــــ ـــــ ـــــــ ـــــ ـــــ ــــــ ـــــ ـــــــ ـــــ ـــــ ـــــ ـــــــ ـــــ ــــ ـــــ ـــــ ـــــــ ـــــ ـــــــ ـــــ ـــــ ــــــ ـــــ ـــــــ ـــــ ـــــ ـــــ ـــــــ ـــــ ـــــ ـــــــ ـــــ	[222, 230, 322, 253]
prev-solution-cell	[395, 608, 404, 616]
promo-line1: دریافت روزنامه موجهه اقتصادی	[359, 506, 438, 513]
page-header	[0, 0, 620, 46]
prev-solution-cell	[338, 608, 347, 616]
crossword-cell[interactable]	[425, 700, 443, 717]
vertical-clue: ۱۱ - نامه‌ای	[505, 650, 528, 656]
horizontal-clue: ۸ - ملک دوستی	[580, 643, 612, 649]
prev-solution-cell	[376, 592, 385, 600]
prev-solution-cell	[395, 640, 404, 648]
prev-solution-cell	[357, 624, 366, 632]
prev-solution-cell	[357, 600, 366, 608]
crossword-cell[interactable]	[478, 857, 496, 874]
crossword-row-number: ۱	[605, 687, 610, 694]
crossword-cell[interactable]	[443, 840, 461, 857]
